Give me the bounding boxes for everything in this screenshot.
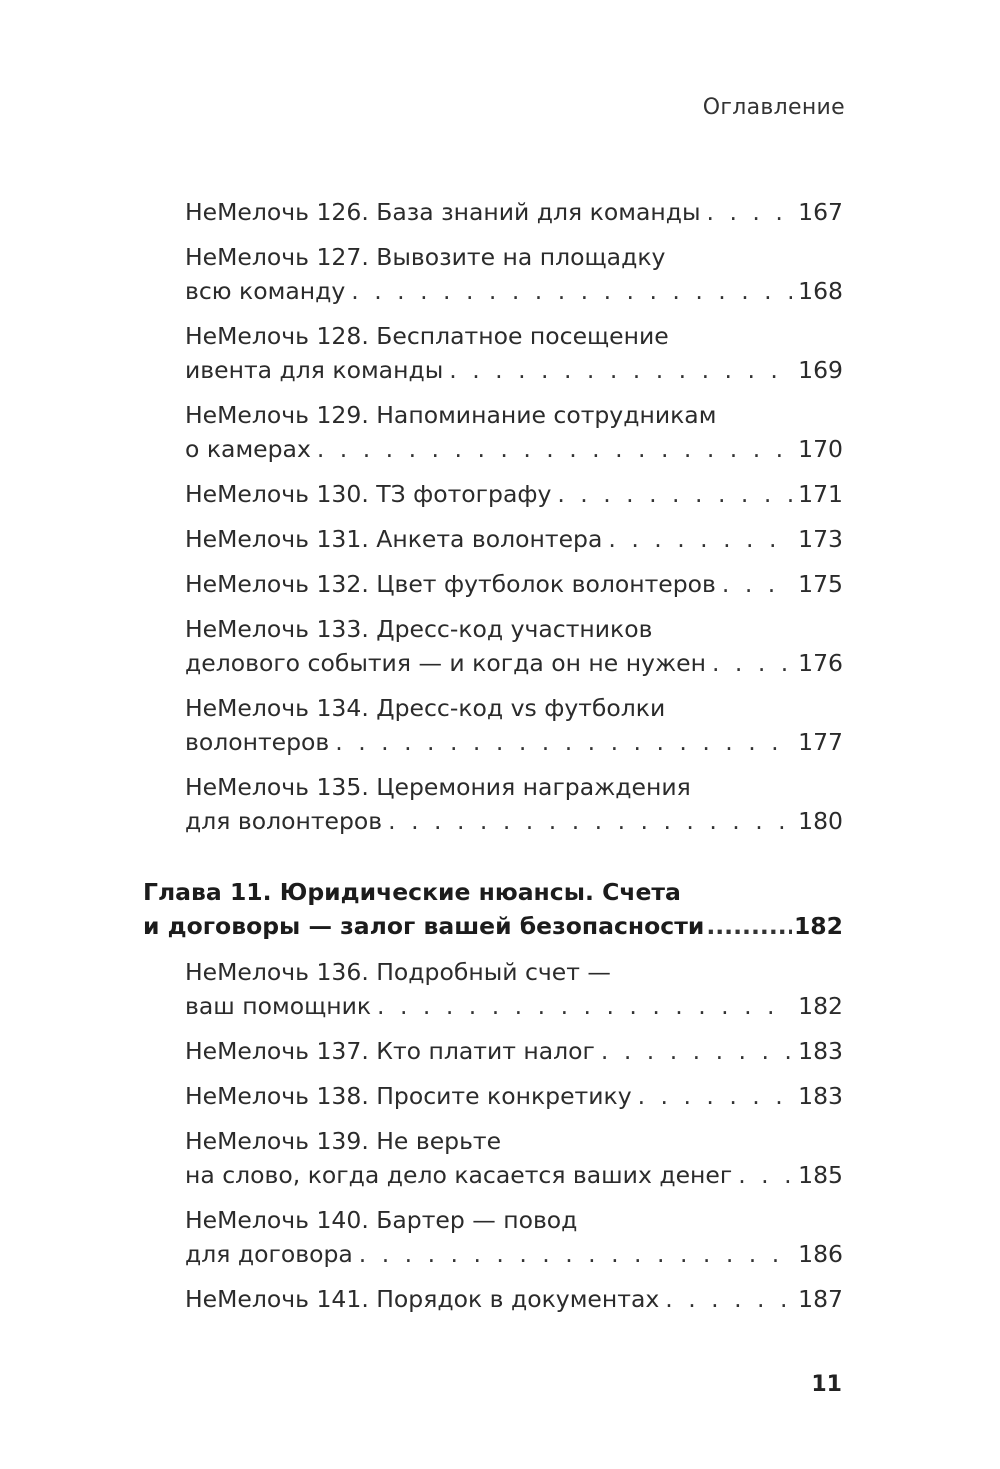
entry-page-number: 185 [798, 1161, 843, 1189]
dot-leader [638, 1079, 793, 1113]
page-number: 11 [811, 1372, 842, 1397]
dot-leader [557, 477, 792, 511]
entry-page-number: 173 [798, 525, 843, 553]
toc-entry [185, 567, 843, 601]
toc-entry [185, 612, 843, 680]
entry-title-line: всю команду [185, 277, 346, 305]
chapter-heading [143, 875, 843, 943]
dot-leader [707, 195, 793, 229]
toc-entry [185, 195, 843, 229]
entry-page-number: 171 [798, 480, 843, 508]
dot-leader [722, 567, 792, 601]
entry-page-number: 186 [798, 1240, 843, 1268]
toc-entry [185, 240, 843, 308]
entry-title-line: НеМелочь 131. Анкета волонтера [185, 525, 603, 553]
dot-leader [738, 1158, 792, 1192]
entry-title-line: на слово, когда дело касается ваших денег [185, 1161, 733, 1189]
toc-entry [185, 319, 843, 387]
entry-title-line: НеМелочь 132. Цвет футболок волонтеров [185, 570, 716, 598]
entry-title-line: НеМелочь 137. Кто платит налог [185, 1037, 595, 1065]
entry-title-line: волонтеров [185, 728, 330, 756]
entry-page-number: 175 [798, 570, 843, 598]
toc-entry [185, 1079, 843, 1113]
entry-page-number: 182 [793, 912, 843, 940]
dot-leader [388, 804, 792, 838]
entry-page-number: 182 [798, 992, 843, 1020]
toc-entry [185, 691, 843, 759]
dot-leader [712, 646, 792, 680]
entry-title-line: НеМелочь 133. Дресс-код участников [185, 615, 653, 643]
entry-page-number: 180 [798, 807, 843, 835]
dot-leader [317, 432, 792, 466]
dot-leader [706, 909, 792, 943]
dot-leader [377, 989, 792, 1023]
entry-title-line: НеМелочь 128. Бесплатное посещение [185, 322, 669, 350]
toc-entry [185, 1282, 843, 1316]
running-head: Оглавление [702, 95, 845, 120]
entry-title-line: НеМелочь 134. Дресс-код vs футболки [185, 694, 666, 722]
toc-entry [185, 1124, 843, 1192]
entry-title-line: НеМелочь 141. Порядок в документах [185, 1285, 660, 1313]
entry-title-line: для договора [185, 1240, 353, 1268]
entry-page-number: 167 [798, 198, 843, 226]
entry-title-line: и договоры — залог вашей безопасности [143, 912, 705, 940]
entry-title-line: НеМелочь 136. Подробный счет — [185, 958, 611, 986]
dot-leader [359, 1237, 792, 1271]
toc-entry [185, 522, 843, 556]
entry-title-line: НеМелочь 139. Не верьте [185, 1127, 502, 1155]
toc-entry [185, 477, 843, 511]
entry-page-number: 177 [798, 728, 843, 756]
entry-title-line: НеМелочь 130. ТЗ фотографу [185, 480, 552, 508]
entry-title-line: НеМелочь 129. Напоминание сотрудникам [185, 401, 717, 429]
entry-page-number: 183 [798, 1037, 843, 1065]
entry-title-line: НеМелочь 126. База знаний для команды [185, 198, 701, 226]
entry-title-line: делового события — и когда он не нужен [185, 649, 706, 677]
dot-leader [335, 725, 792, 759]
entry-title-line: НеМелочь 140. Бартер — повод [185, 1206, 578, 1234]
toc-entry [185, 1034, 843, 1068]
dot-leader [665, 1282, 792, 1316]
entry-title-line: ивента для команды [185, 356, 444, 384]
toc-entry [185, 955, 843, 1023]
entry-page-number: 176 [798, 649, 843, 677]
toc-entry [185, 770, 843, 838]
dot-leader [601, 1034, 792, 1068]
entry-title-line: ваш помощник [185, 992, 372, 1020]
entry-page-number: 168 [798, 277, 843, 305]
entry-page-number: 169 [798, 356, 843, 384]
entry-title-line: НеМелочь 127. Вывозите на площадку [185, 243, 666, 271]
dot-leader [449, 353, 792, 387]
toc-entry [185, 398, 843, 466]
entry-page-number: 187 [798, 1285, 843, 1313]
entry-title-line: для волонтеров [185, 807, 383, 835]
entry-title-line: о камерах [185, 435, 311, 463]
entry-title-line: НеМелочь 135. Церемония награждения [185, 773, 691, 801]
entry-page-number: 170 [798, 435, 843, 463]
entry-title-line: Глава 11. Юридические нюансы. Счета [143, 878, 681, 906]
entry-page-number: 183 [798, 1082, 843, 1110]
dot-leader [351, 274, 792, 308]
dot-leader [608, 522, 792, 556]
toc-entry [185, 1203, 843, 1271]
entry-title-line: НеМелочь 138. Просите конкретику [185, 1082, 632, 1110]
